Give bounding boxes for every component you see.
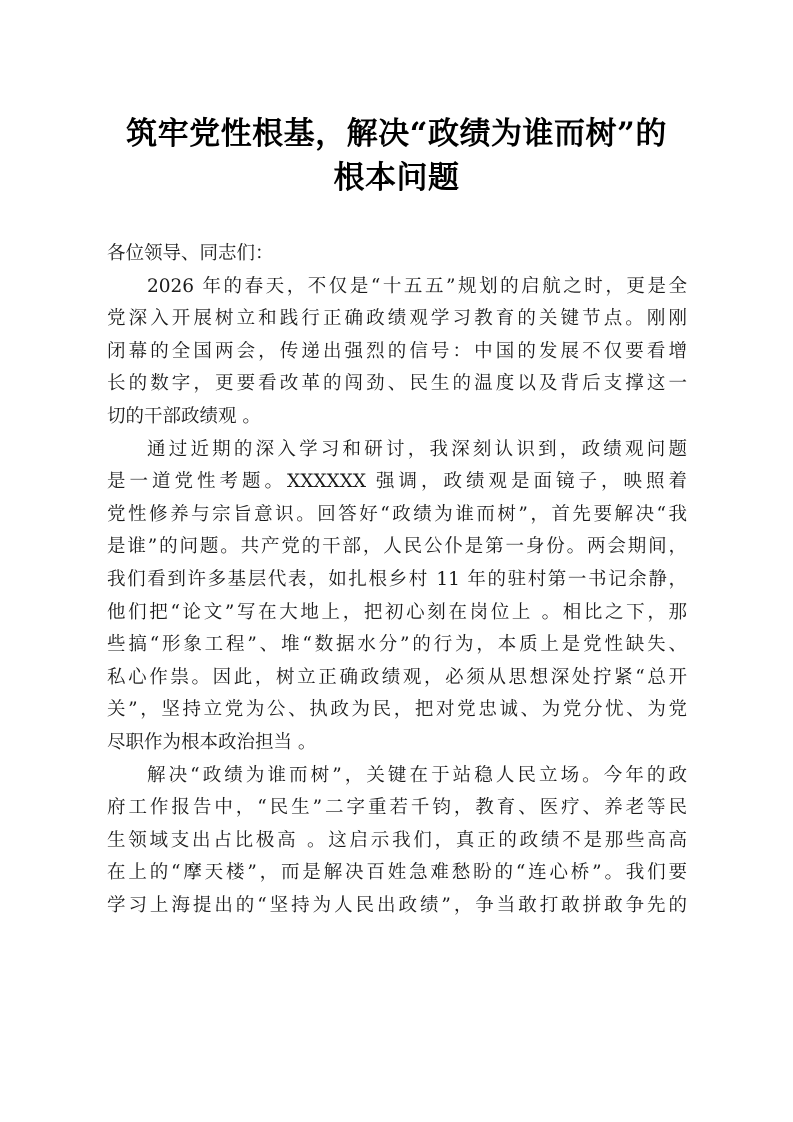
text-line: 长的数字，更要看改革的闯劲、民生的温度以及背后支撑这一: [107, 373, 687, 395]
text-line: 是谁”的问题。共产党的干部，人民公仆是第一身份。两会期间，: [107, 536, 687, 558]
text-line: 生领域支出占比极高 。这启示我们，真正的政绩不是那些高高: [107, 829, 687, 851]
document-body: [107, 238, 687, 922]
text-line: 私心作祟。因此，树立正确政绩观，必须从思想深处拧紧“总开: [107, 666, 687, 688]
text-line: 关”，坚持立党为公、执政为民，把对党忠诚、为党分忧、为党: [107, 699, 687, 721]
paragraph-1: [107, 271, 687, 434]
text-line: 学习上海提出的“坚持为人民出政绩”，争当敢打敢拼敢争先的: [107, 894, 687, 916]
text-line: 我们看到许多基层代表，如扎根乡村 11 年的驻村第一书记余静，: [107, 568, 687, 590]
paragraph-3: [107, 760, 687, 923]
text-line: 解决“政绩为谁而树”，关键在于站稳人民立场。今年的政: [147, 764, 687, 786]
text-line: 党性修养与宗旨意识。回答好“政绩为谁而树”，首先要解决“我: [107, 503, 687, 525]
text-line: 府工作报告中，“民生”二字重若千钧，教育、医疗、养老等民: [107, 797, 687, 819]
text-line: 党深入开展树立和践行正确政绩观学习教育的关键节点。刚刚: [107, 308, 687, 330]
text-line: 通过近期的深入学习和研讨，我深刻认识到，政绩观问题: [147, 438, 687, 460]
document-title: [96, 112, 697, 200]
title-line: 根本问题: [333, 160, 460, 196]
text-line: 闭幕的全国两会，传递出强烈的信号：中国的发展不仅要看增: [107, 340, 687, 362]
title-line: 筑牢党性根基，解决“政绩为谁而树”的: [126, 116, 667, 152]
text-line: 在上的“摩天楼”，而是解决百姓急难愁盼的“连心桥”。我们要: [107, 862, 687, 884]
text-line: 他们把“论文”写在大地上，把初心刻在岗位上 。相比之下，那: [107, 601, 687, 623]
text-line: 尽职作为根本政治担当 。: [107, 731, 317, 753]
text-line: 2026 年的春天，不仅是“十五五”规划的启航之时，更是全: [147, 275, 687, 297]
salutation: 各位领导、同志们：: [107, 243, 274, 264]
text-line: 切的干部政绩观 。: [107, 405, 261, 427]
paragraph-2: [107, 434, 687, 760]
text-line: 些搞“形象工程”、堆“数据水分”的行为，本质上是党性缺失、: [107, 634, 687, 656]
text-line: 是一道党性考题。XXXXXX 强调，政绩观是面镜子，映照着: [107, 471, 687, 493]
